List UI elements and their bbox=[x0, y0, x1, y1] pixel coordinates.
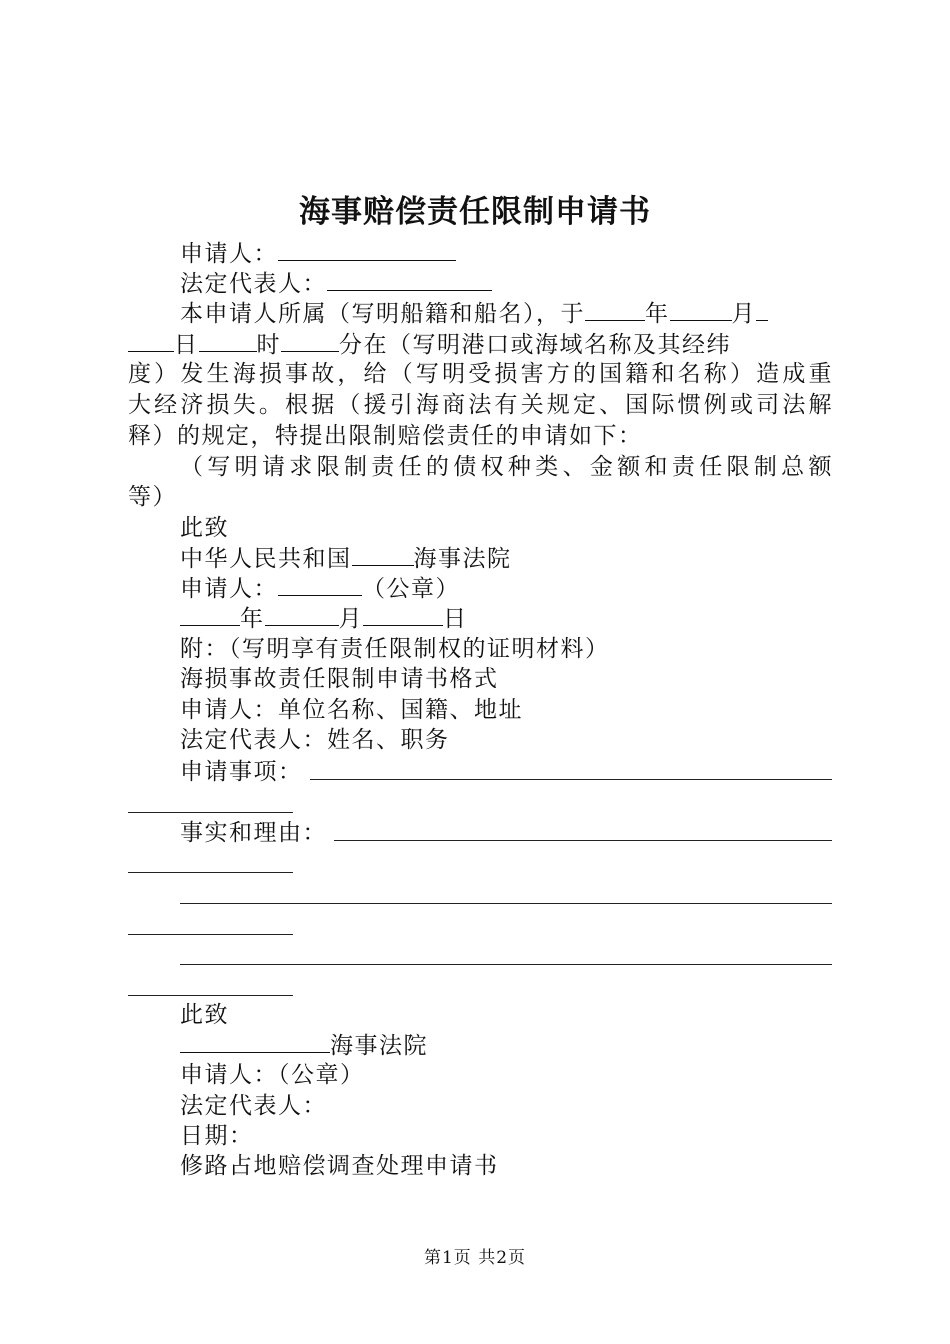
matters-rule-2 bbox=[128, 812, 293, 813]
closing-seal: （公章） bbox=[362, 576, 460, 602]
court-blank bbox=[352, 543, 414, 566]
body-line-6: （写明请求限制责任的债权种类、金额和责任限制总额 bbox=[180, 454, 833, 480]
applicant-blank bbox=[278, 238, 456, 261]
body-line-4: 大经济损失。根据（援引海商法有关规定、国际惯例或司法解 bbox=[128, 392, 833, 418]
year-blank bbox=[585, 298, 645, 321]
legal-rep-blank bbox=[327, 268, 492, 291]
closing-month-label: 月 bbox=[338, 606, 363, 632]
format-applicant: 申请人：单位名称、国籍、地址 bbox=[180, 697, 523, 723]
court-prefix: 中华人民共和国 bbox=[180, 546, 352, 572]
closing-applicant-line bbox=[180, 573, 833, 604]
body-text-1: 本申请人所属（写明船籍和船名），于 bbox=[180, 301, 585, 327]
month-label: 月 bbox=[731, 301, 756, 327]
format-legal-rep-label: 法定代表人： bbox=[180, 1093, 327, 1119]
year-label: 年 bbox=[645, 301, 670, 327]
body-line-5: 释）的规定，特提出限制赔偿责任的申请如下： bbox=[128, 423, 643, 449]
facts-rule-2 bbox=[128, 872, 293, 873]
closing-date-line bbox=[180, 603, 833, 634]
page-footer: 第1页 共2页 bbox=[423, 1248, 527, 1268]
body-line-1 bbox=[180, 298, 833, 329]
document-title: 海事赔偿责任限制申请书 bbox=[299, 194, 651, 230]
body-text-2: 分在（写明港口或海域名称及其经纬 bbox=[339, 332, 731, 358]
body-line-3: 度）发生海损事故，给（写明受损害方的国籍和名称）造成重 bbox=[128, 361, 833, 387]
facts-rule-4 bbox=[128, 934, 293, 935]
closing-day-blank bbox=[363, 603, 443, 626]
next-document-title: 修路占地赔偿调查处理申请书 bbox=[180, 1153, 499, 1179]
format-court-suffix: 海事法院 bbox=[330, 1033, 428, 1059]
day-blank-end bbox=[128, 329, 174, 352]
closing-applicant-label: 申请人： bbox=[180, 576, 278, 602]
month-blank bbox=[670, 298, 732, 321]
court-suffix: 海事法院 bbox=[413, 546, 512, 572]
facts-label: 事实和理由： bbox=[180, 820, 327, 846]
closing-applicant-blank bbox=[278, 573, 362, 596]
facts-rule-5 bbox=[180, 964, 832, 965]
day-blank-start bbox=[756, 298, 768, 321]
format-court-line bbox=[180, 1030, 833, 1061]
minute-blank bbox=[281, 329, 339, 352]
day-label: 日 bbox=[174, 332, 199, 358]
body-line-2 bbox=[128, 329, 833, 360]
format-cizhi: 此致 bbox=[180, 1002, 229, 1028]
applicant-label: 申请人： bbox=[180, 241, 278, 267]
format-legal-rep: 法定代表人：姓名、职务 bbox=[180, 727, 450, 753]
closing-month-blank bbox=[265, 603, 339, 626]
closing-cizhi: 此致 bbox=[180, 515, 229, 541]
format-applicant-seal: 申请人：（公章） bbox=[180, 1062, 365, 1088]
attachment-line: 附：（写明享有责任限制权的证明材料） bbox=[180, 636, 610, 662]
format-date-label: 日期： bbox=[180, 1123, 254, 1149]
closing-year-label: 年 bbox=[240, 606, 265, 632]
applicant-line bbox=[180, 238, 833, 269]
facts-rule-1 bbox=[334, 840, 832, 841]
closing-day-label: 日 bbox=[443, 606, 468, 632]
closing-year-blank bbox=[180, 603, 240, 626]
body-line-7: 等） bbox=[128, 484, 177, 510]
facts-rule-6 bbox=[128, 995, 293, 996]
matters-label: 申请事项： bbox=[180, 759, 303, 785]
legal-rep-label: 法定代表人： bbox=[180, 271, 327, 297]
legal-rep-line bbox=[180, 268, 833, 299]
court-line bbox=[180, 543, 833, 574]
facts-rule-3 bbox=[180, 903, 832, 904]
matters-rule-1 bbox=[310, 779, 832, 780]
hour-label: 时 bbox=[256, 332, 281, 358]
hour-blank bbox=[199, 329, 257, 352]
format-court-blank bbox=[180, 1030, 330, 1053]
format-heading: 海损事故责任限制申请书格式 bbox=[180, 666, 499, 692]
